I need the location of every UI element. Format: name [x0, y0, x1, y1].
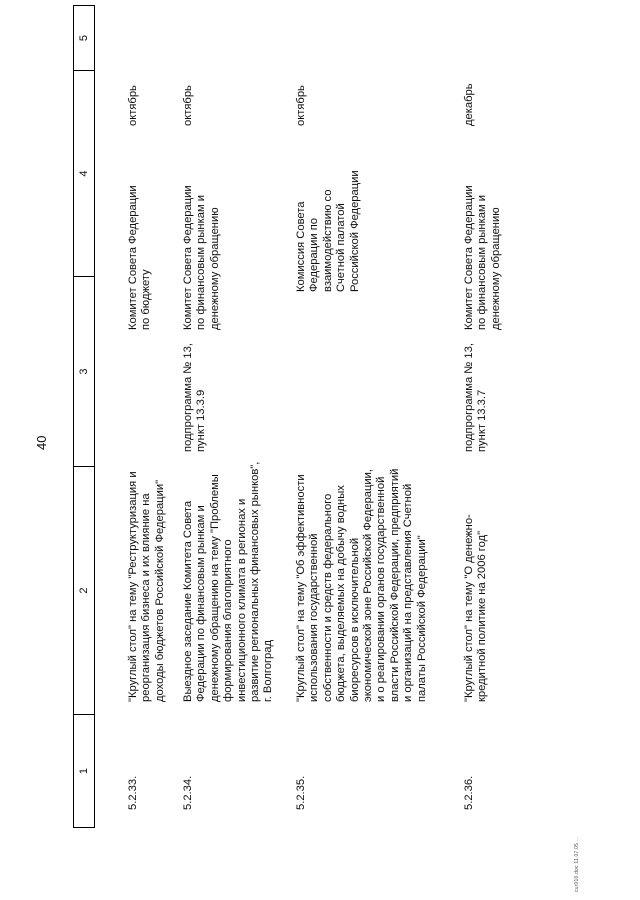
row-number: 5.2.34.: [182, 775, 194, 810]
term-text: декабрь: [463, 83, 475, 126]
event-text: Выездное заседание Комитета Совета Федерации по финансовым рынкам и денежному обращению на тему "Проблемы формирования благоприятного инвестиционного климата в регионах и развитие региональных финансовых рынков", г. Волгоград: [182, 461, 275, 702]
event-text: "Круглый стол" на тему "Реструктуризация и реорганизация бизнеса и их влияние на доходы бюджетов Российской Федерации": [127, 471, 166, 702]
column-header-3: 3: [73, 276, 95, 467]
column-header-2: 2: [73, 466, 95, 715]
term-text: октябрь: [182, 85, 194, 126]
responsible-text: Комитет Совета Федерации по бюджету: [127, 185, 153, 330]
column-header-1: 1: [73, 714, 95, 828]
responsible-text: Комитет Совета Федерации по финансовым рынкам и денежному обращению: [182, 185, 221, 330]
term-text: октябрь: [127, 85, 139, 126]
column-header-5: 5: [73, 5, 95, 71]
responsible-text: Комитет Совета Федерации по финансовым рынкам и денежному обращению: [463, 185, 502, 330]
responsible-text: Комиссия Совета Федерации по взаимодействию со Счетной палатой Российской Федерации: [295, 170, 361, 292]
page-number: 40: [34, 435, 49, 450]
event-text: "Круглый стол" на тему "Об эффективности использования государственной собственности и средств федерального бюджета, выделяемых на добычу водных биоресурсов в исключительной экономической зоне Российской Федерации, и о реагировании органов государственной власти Российской Федерации, предприятий и организаций на представления Счетной палаты Российской Федерации": [295, 468, 428, 702]
basis-text: подпрограмма № 13, пункт 13.3.9: [182, 343, 208, 452]
event-text: "Круглый стол" на тему "О денежно- кредитной политике на 2006 год": [463, 514, 489, 702]
file-footer: cur016.doc 11.07.05 ...: [574, 836, 580, 892]
column-header-4: 4: [73, 70, 95, 277]
term-text: октябрь: [295, 85, 307, 126]
row-number: 5.2.36.: [463, 775, 475, 810]
basis-text: подпрограмма № 13, пункт 13.3.7: [463, 343, 489, 452]
row-number: 5.2.35.: [295, 775, 307, 810]
row-number: 5.2.33.: [127, 775, 139, 810]
